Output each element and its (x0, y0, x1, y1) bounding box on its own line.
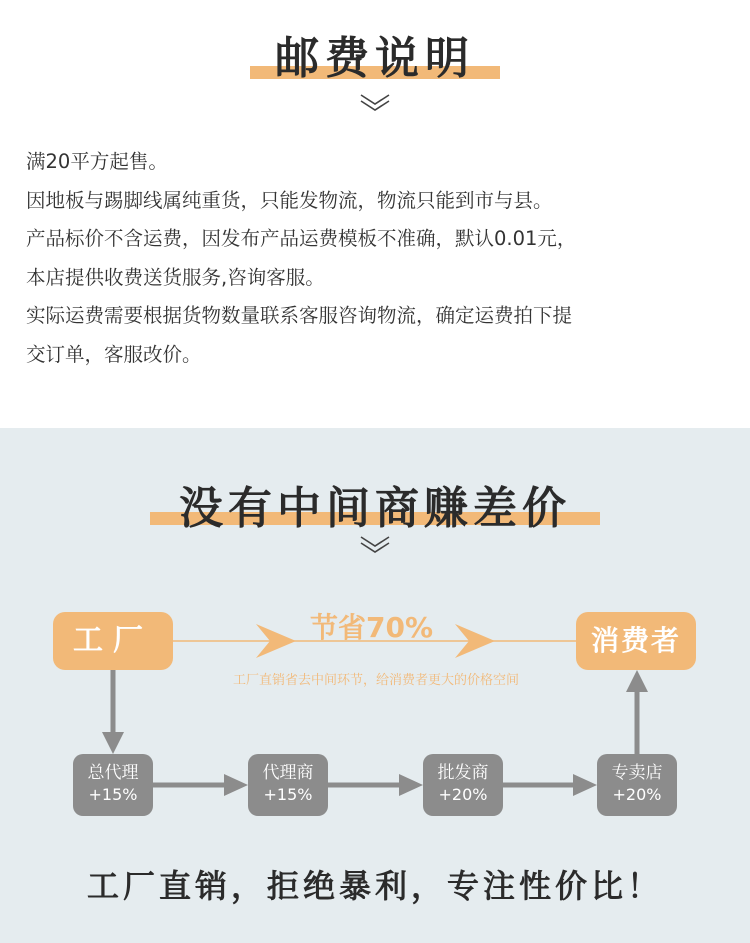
no-middleman-section (0, 428, 750, 943)
chain-box-name: 专卖店 (611, 763, 663, 783)
shipping-title-block (0, 0, 750, 84)
chain-box-name: 代理商 (262, 763, 314, 783)
shipping-title: 邮费说明 (275, 33, 475, 84)
shipping-note-line: 产品标价不含运费，因发布产品运费模板不准确，默认0.01元， (26, 227, 577, 250)
chain-box-markup: +20% (438, 785, 488, 804)
double-chevron-down-icon (357, 92, 393, 112)
saving-note: 工厂直销省去中间环节，给消费者更大的价格空间 (232, 673, 519, 688)
shipping-note-line: 交订单，客服改价。 (26, 342, 202, 366)
chain-box-wholesaler (423, 754, 503, 816)
arrow-right-icon (399, 774, 423, 796)
shipping-note (26, 143, 726, 374)
arrow-right-icon (573, 774, 597, 796)
chain-box-agent (248, 754, 328, 816)
chain-box-markup: +20% (612, 785, 662, 804)
factory-box: 工厂 (53, 612, 173, 670)
chain-box-markup: +15% (263, 785, 313, 804)
shipping-note-line: 因地板与踢脚线属纯重货，只能发物流，物流只能到市与县。 (26, 188, 553, 212)
shipping-note-line: 满20平方起售。 (26, 150, 168, 173)
chain-box-general-agent (73, 754, 153, 816)
shipping-note-line: 本店提供收费送货服务,咨询客服。 (26, 265, 325, 289)
chain-box-name: 批发商 (437, 763, 489, 783)
chain-box-name: 总代理 (87, 763, 139, 783)
middleman-title: 没有中间商赚差价 (179, 483, 571, 534)
shipping-note-line: 实际运费需要根据货物数量联系客服咨询物流，确定运费拍下提 (26, 304, 573, 327)
consumer-box: 消费者 (576, 612, 696, 670)
arrow-down-icon (102, 732, 124, 754)
chain-box-store (597, 754, 677, 816)
arrow-right-icon (224, 774, 248, 796)
slogan: 工厂直销，拒绝暴利，专注性价比！ (86, 867, 663, 905)
chain-box-markup: +15% (88, 785, 138, 804)
shipping-section (0, 0, 750, 428)
arrow-up-icon (626, 670, 648, 692)
saving-label: 节省70% (310, 611, 434, 644)
